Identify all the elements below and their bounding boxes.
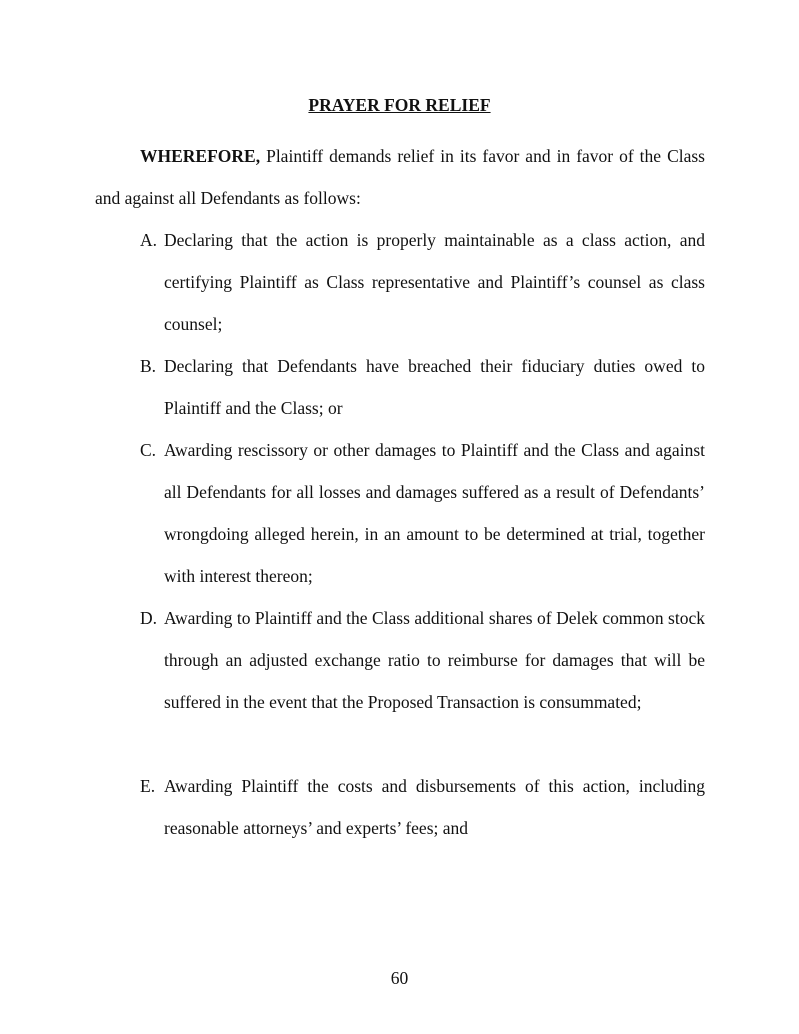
relief-item-c (140, 429, 705, 597)
item-text: Awarding to Plaintiff and the Class additional shares of Delek common stock through an adjusted exchange ratio to reimburse for damages that will be suffered in the event that the Proposed Transaction is consummated; (164, 608, 705, 712)
item-text: Awarding Plaintiff the costs and disbursements of this action, including reasonable attorneys’ and experts’ fees; and (164, 776, 705, 838)
item-letter: D. (140, 608, 158, 628)
item-text: Awarding rescissory or other damages to Plaintiff and the Class and against all Defendants for all losses and damages suffered as a result of Defendants’ wrongdoing alleged herein, in an amount to be determined at trial, together with interest thereon; (164, 440, 705, 586)
item-text: Declaring that the action is properly maintainable as a class action, and certifying Plaintiff as Class representative and Plaintiff’s counsel as class counsel; (164, 230, 705, 334)
intro-lead: WHEREFORE, (140, 146, 261, 166)
item-letter: E. (140, 776, 156, 796)
relief-item-e (140, 765, 705, 849)
relief-item-b (140, 345, 705, 429)
relief-item-a (140, 219, 705, 345)
item-letter: A. (140, 230, 158, 250)
intro-text: Plaintiff demands relief in its favor and in favor of the Class and against all Defendants as follows: (95, 146, 705, 208)
relief-item-d (140, 597, 705, 723)
page-number: 60 (390, 968, 409, 988)
item-letter: C. (140, 440, 157, 460)
item-text: Declaring that Defendants have breached their fiduciary duties owed to Plaintiff and the Class; or (164, 356, 705, 418)
section-heading: PRAYER FOR RELIEF (308, 95, 491, 115)
intro-paragraph (95, 135, 705, 219)
item-letter: B. (140, 356, 157, 376)
